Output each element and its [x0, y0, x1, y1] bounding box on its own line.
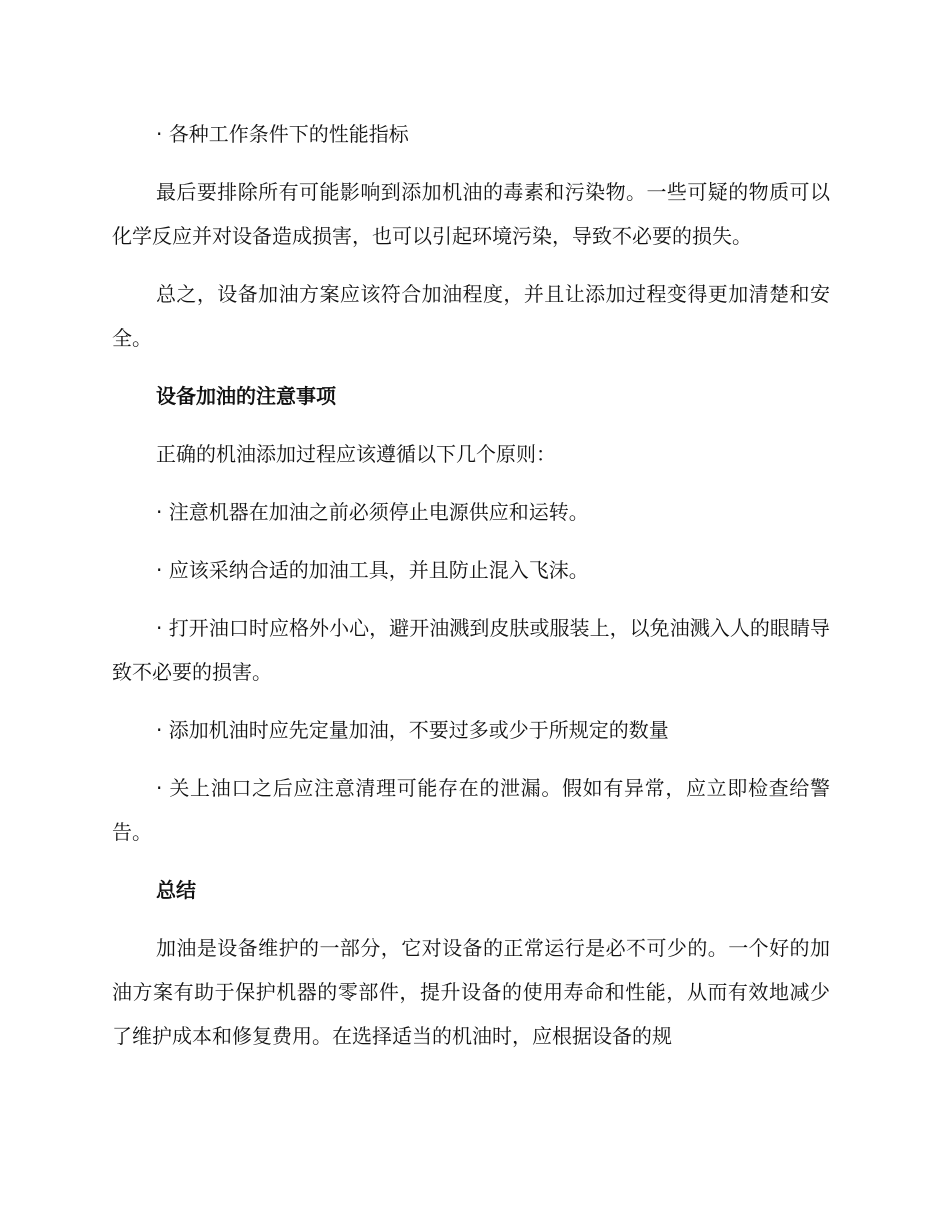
bullet-quantity: · 添加机油时应先定量加油，不要过多或少于所规定的数量: [156, 718, 669, 742]
paragraph-contaminants: 最后要排除所有可能影响到添加机油的毒素和污染物。一些可疑的物质可以化学反应并对设备造成损害，也可以引起环境污染，导致不必要的损失。: [112, 180, 830, 248]
paragraph-principles-intro: 正确的机油添加过程应该遵循以下几个原则：: [156, 442, 556, 466]
paragraph-conclusion-plan: 总之，设备加油方案应该符合加油程度，并且让添加过程变得更加清楚和安全。: [112, 282, 830, 350]
bullet-proper-tools: · 应该采纳合适的加油工具，并且防止混入飞沫。: [156, 558, 589, 582]
heading-summary: 总结: [156, 878, 196, 902]
paragraph-summary: 加油是设备维护的一部分，它对设备的正常运行是必不可少的。一个好的加油方案有助于保护机器的零部件，提升设备的使用寿命和性能，从而有效地减少了维护成本和修复费用。在选择适当的机油时，应根据设备的规: [112, 936, 830, 1048]
document-page: [112, 112, 830, 1072]
heading-precautions: 设备加油的注意事项: [156, 384, 336, 408]
bullet-performance-metrics: · 各种工作条件下的性能指标: [156, 122, 409, 146]
bullet-open-carefully: · 打开油口时应格外小心，避开油溅到皮肤或服装上，以免油溅入人的眼睛导致不必要的损害。: [112, 616, 830, 684]
bullet-stop-power: · 注意机器在加油之前必须停止电源供应和运转。: [156, 500, 589, 524]
bullet-clean-leaks: · 关上油口之后应注意清理可能存在的泄漏。假如有异常，应立即检查给警告。: [112, 776, 830, 844]
